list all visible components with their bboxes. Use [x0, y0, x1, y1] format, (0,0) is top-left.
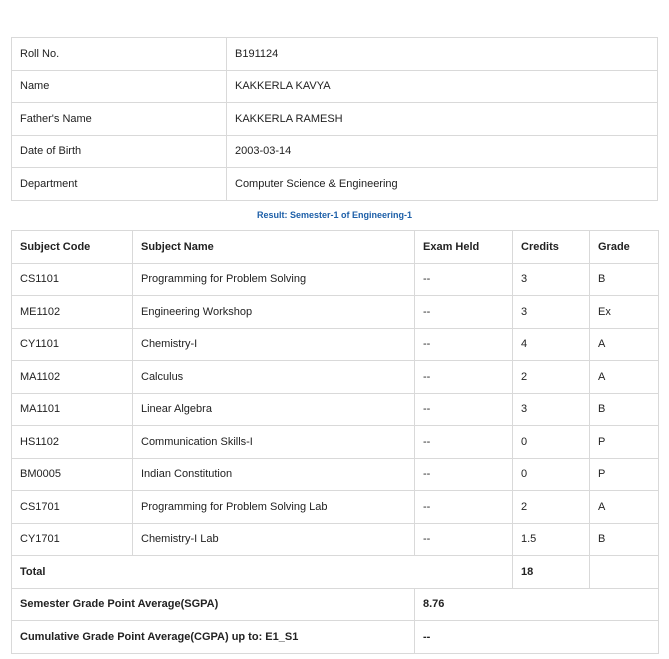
- table-row: [12, 263, 659, 296]
- table-row: [12, 328, 659, 361]
- info-value: KAKKERLA KAVYA: [227, 70, 658, 103]
- cell-exam-held: --: [415, 393, 513, 426]
- result-page: [11, 37, 658, 654]
- cell-subject-code: MA1102: [12, 361, 133, 394]
- cell-exam-held: --: [415, 328, 513, 361]
- student-info-table: [11, 37, 658, 201]
- table-row: [12, 523, 659, 556]
- info-label: Roll No.: [12, 38, 227, 71]
- cell-grade: A: [590, 491, 659, 524]
- header-subject-code: Subject Code: [12, 230, 133, 263]
- cell-subject-name: Chemistry-I Lab: [133, 523, 415, 556]
- cell-credits: 0: [513, 426, 590, 459]
- header-grade: Grade: [590, 230, 659, 263]
- cell-credits: 2: [513, 491, 590, 524]
- info-value: B191124: [227, 38, 658, 71]
- cell-exam-held: --: [415, 296, 513, 329]
- cell-credits: 3: [513, 296, 590, 329]
- table-row: [12, 491, 659, 524]
- sgpa-label: Semester Grade Point Average(SGPA): [12, 588, 415, 621]
- cell-subject-code: BM0005: [12, 458, 133, 491]
- cell-grade: A: [590, 361, 659, 394]
- total-credits: 18: [513, 556, 590, 589]
- table-row: [12, 296, 659, 329]
- cell-exam-held: --: [415, 361, 513, 394]
- cell-subject-name: Calculus: [133, 361, 415, 394]
- cell-grade: B: [590, 393, 659, 426]
- grades-table: [11, 230, 659, 654]
- total-label: Total: [12, 556, 513, 589]
- total-grade-empty: [590, 556, 659, 589]
- info-value: KAKKERLA RAMESH: [227, 103, 658, 136]
- sgpa-value: 8.76: [415, 588, 659, 621]
- cgpa-label: Cumulative Grade Point Average(CGPA) up to: E1_S1: [12, 621, 415, 654]
- table-row: [12, 393, 659, 426]
- cell-credits: 1.5: [513, 523, 590, 556]
- info-row: [12, 168, 658, 201]
- info-label: Name: [12, 70, 227, 103]
- cell-subject-name: Programming for Problem Solving: [133, 263, 415, 296]
- result-title: Result: Semester-1 of Engineering-1: [256, 209, 413, 220]
- cell-grade: Ex: [590, 296, 659, 329]
- header-exam-held: Exam Held: [415, 230, 513, 263]
- cell-credits: 4: [513, 328, 590, 361]
- table-row: [12, 426, 659, 459]
- header-credits: Credits: [513, 230, 590, 263]
- info-label: Department: [12, 168, 227, 201]
- cell-subject-code: CY1101: [12, 328, 133, 361]
- cell-subject-code: CS1701: [12, 491, 133, 524]
- cell-subject-name: Linear Algebra: [133, 393, 415, 426]
- cell-credits: 2: [513, 361, 590, 394]
- cgpa-value: --: [415, 621, 659, 654]
- header-subject-name: Subject Name: [133, 230, 415, 263]
- info-value: 2003-03-14: [227, 135, 658, 168]
- info-value: Computer Science & Engineering: [227, 168, 658, 201]
- student-info-body: [12, 38, 658, 201]
- cell-exam-held: --: [415, 426, 513, 459]
- cell-subject-name: Programming for Problem Solving Lab: [133, 491, 415, 524]
- info-row: [12, 38, 658, 71]
- info-row: [12, 103, 658, 136]
- cell-grade: B: [590, 263, 659, 296]
- grades-body: [12, 263, 659, 556]
- grades-header-row: [12, 230, 659, 263]
- cell-subject-code: CY1701: [12, 523, 133, 556]
- total-row: [12, 556, 659, 589]
- cell-credits: 3: [513, 393, 590, 426]
- cell-credits: 0: [513, 458, 590, 491]
- info-row: [12, 70, 658, 103]
- sgpa-row: [12, 588, 659, 621]
- info-row: [12, 135, 658, 168]
- cell-subject-code: HS1102: [12, 426, 133, 459]
- cell-subject-code: MA1101: [12, 393, 133, 426]
- cell-subject-name: Indian Constitution: [133, 458, 415, 491]
- cell-exam-held: --: [415, 491, 513, 524]
- cell-exam-held: --: [415, 458, 513, 491]
- cell-grade: A: [590, 328, 659, 361]
- table-row: [12, 458, 659, 491]
- cell-credits: 3: [513, 263, 590, 296]
- info-label: Date of Birth: [12, 135, 227, 168]
- table-row: [12, 361, 659, 394]
- cell-subject-name: Communication Skills-I: [133, 426, 415, 459]
- cgpa-row: [12, 621, 659, 654]
- cell-exam-held: --: [415, 523, 513, 556]
- cell-grade: P: [590, 426, 659, 459]
- info-label: Father's Name: [12, 103, 227, 136]
- cell-subject-code: CS1101: [12, 263, 133, 296]
- cell-exam-held: --: [415, 263, 513, 296]
- cell-subject-name: Engineering Workshop: [133, 296, 415, 329]
- cell-grade: P: [590, 458, 659, 491]
- cell-subject-code: ME1102: [12, 296, 133, 329]
- cell-subject-name: Chemistry-I: [133, 328, 415, 361]
- cell-grade: B: [590, 523, 659, 556]
